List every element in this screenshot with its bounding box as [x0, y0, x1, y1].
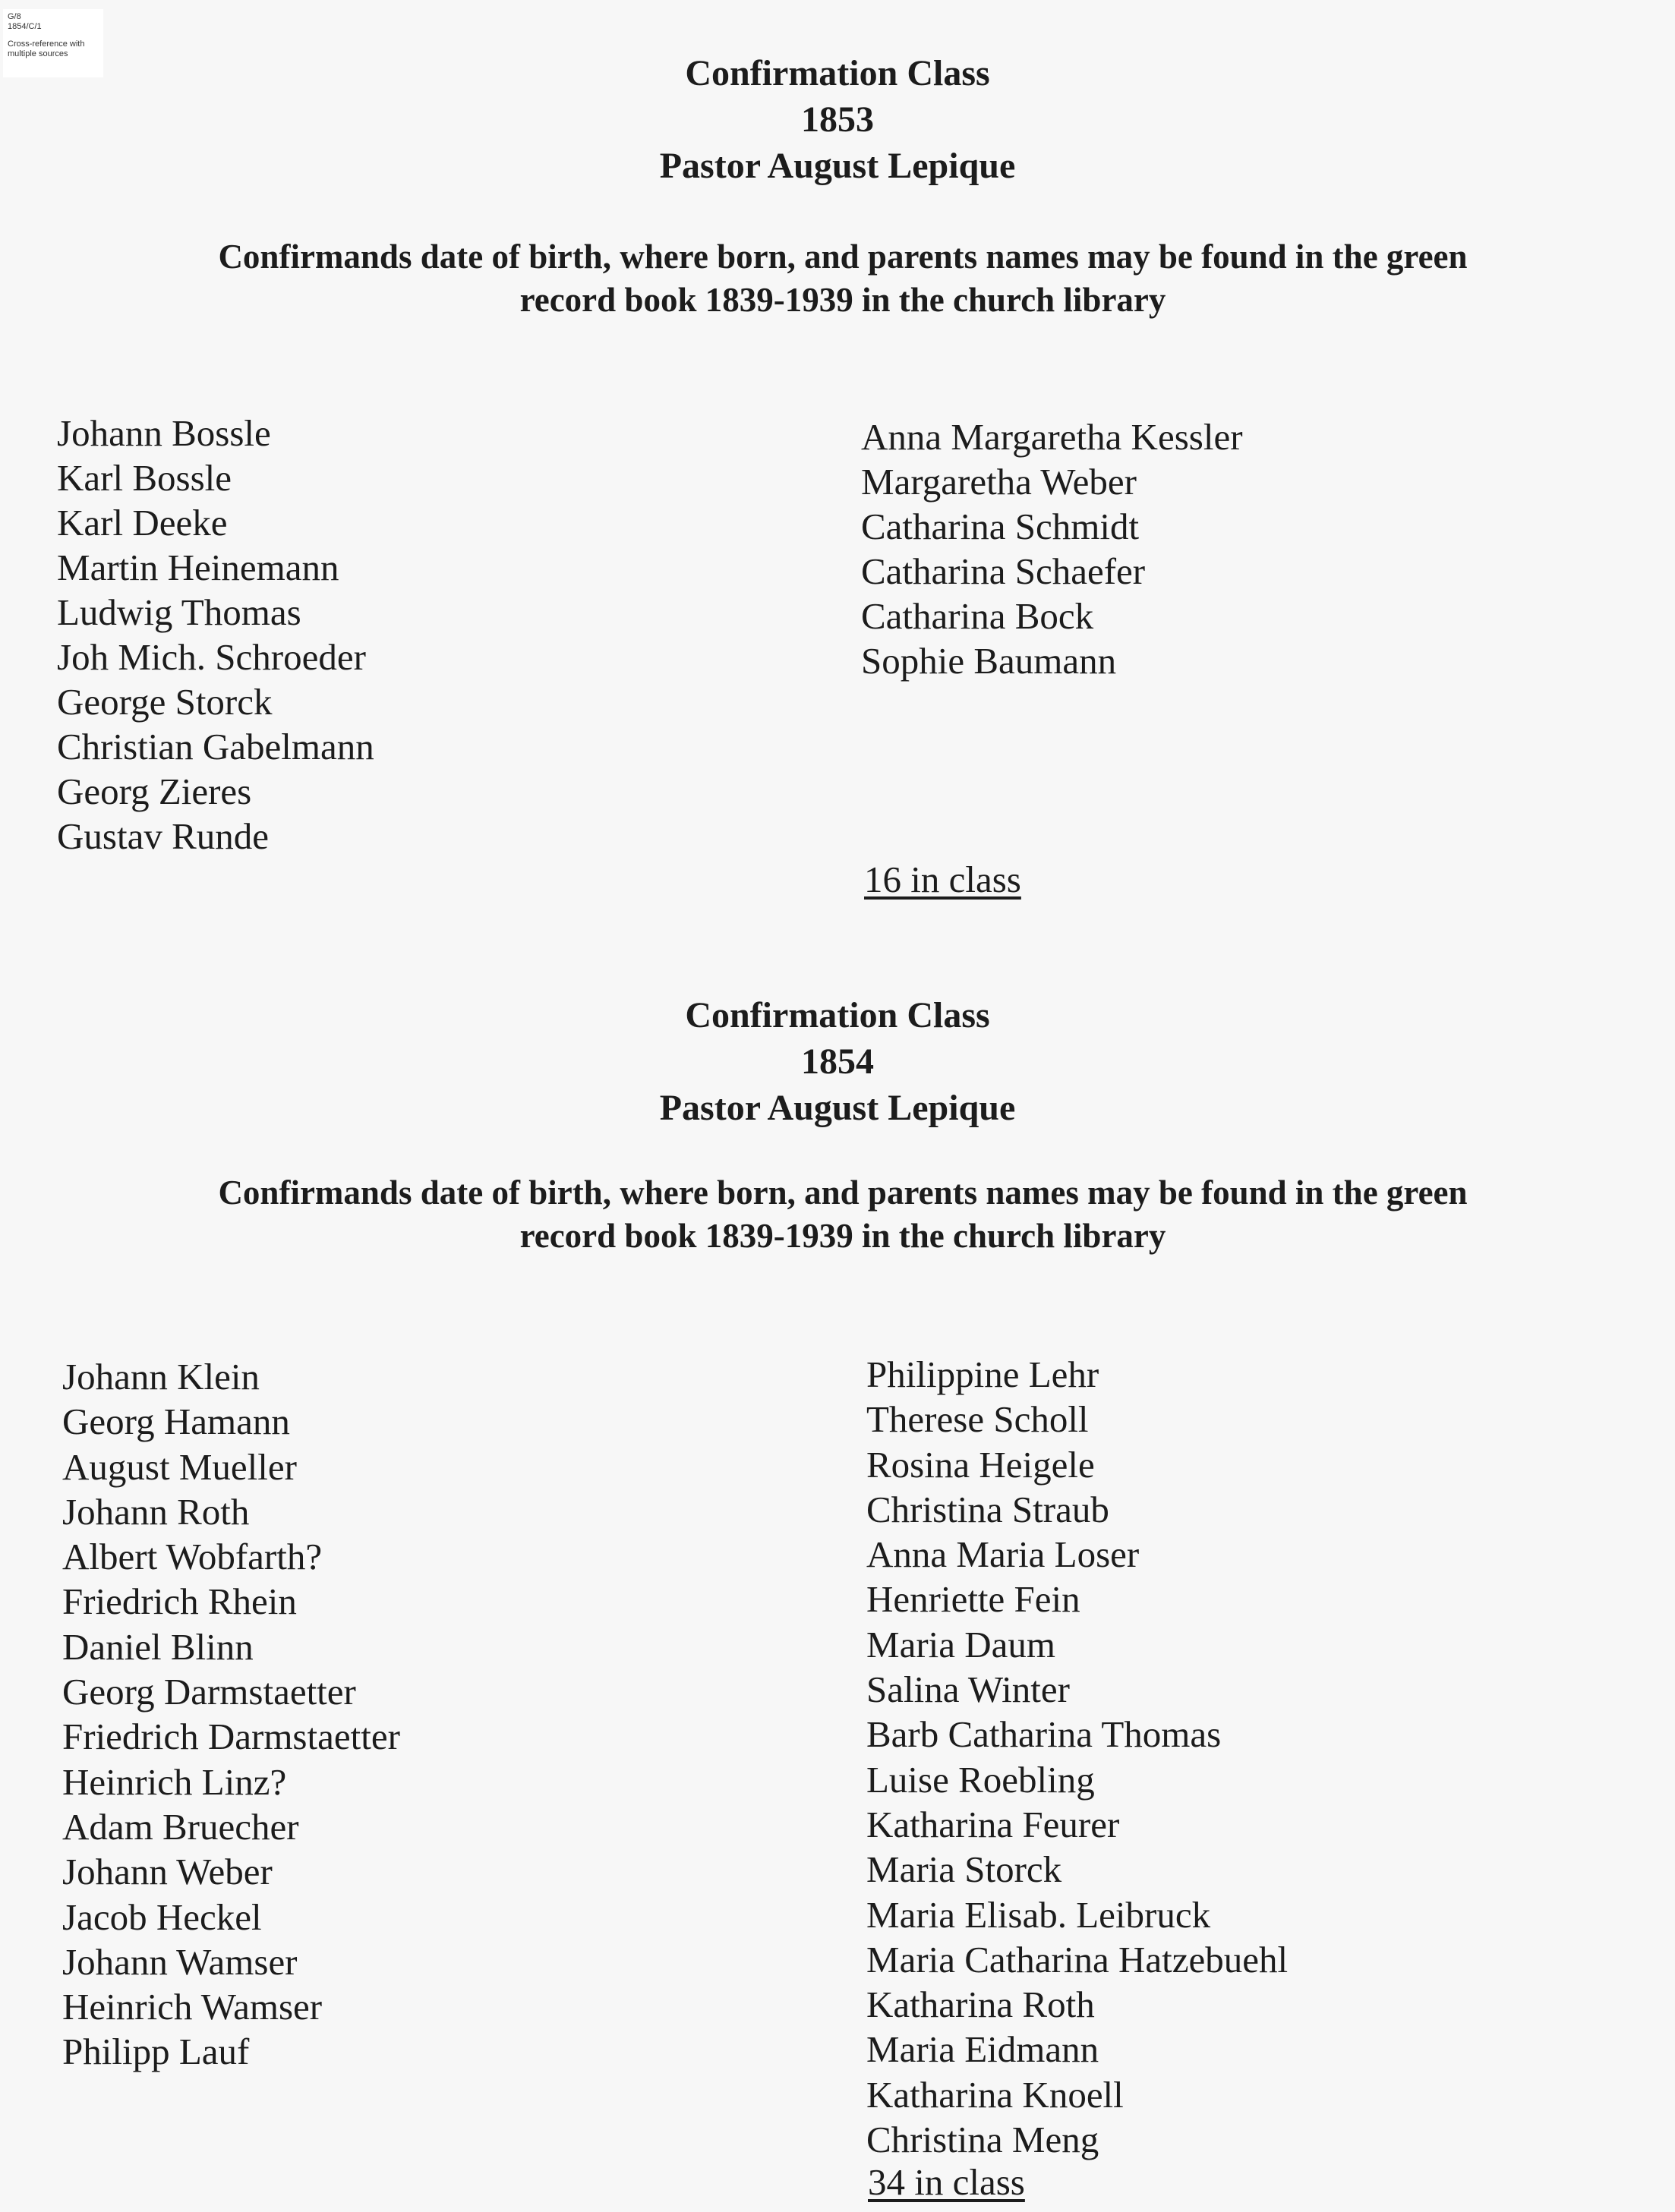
list-item: George Storck: [57, 681, 273, 723]
list-item: Maria Storck: [866, 1848, 1062, 1891]
list-item: Friedrich Rhein: [62, 1580, 297, 1623]
section-year: 1853: [801, 99, 874, 140]
list-item: Daniel Blinn: [62, 1625, 254, 1668]
list-item: Adam Bruecher: [62, 1805, 299, 1848]
reference-note-cont: multiple sources: [8, 49, 68, 58]
section-1853-note: [84, 235, 1602, 322]
list-item: Martin Heinemann: [57, 547, 339, 588]
section-pastor: Pastor August Lepique: [659, 1088, 1016, 1128]
list-item: Karl Deeke: [57, 502, 228, 544]
section-title: Confirmation Class: [685, 53, 990, 93]
list-item: Margaretha Weber: [861, 461, 1137, 503]
section-title: Confirmation Class: [685, 995, 990, 1035]
section-1854-heading: [0, 992, 1675, 1131]
list-item: Ludwig Thomas: [57, 591, 301, 633]
list-item: Katharina Feurer: [866, 1803, 1120, 1845]
list-item: Joh Mich. Schroeder: [57, 636, 366, 678]
list-item: Catharina Schaefer: [861, 550, 1146, 592]
list-item: Katharina Knoell: [866, 2073, 1124, 2116]
list-item: Johann Weber: [62, 1851, 273, 1893]
list-item: Georg Zieres: [57, 770, 252, 812]
section-1854-note: [84, 1171, 1602, 1258]
note-line: record book 1839-1939 in the church library: [519, 281, 1166, 319]
list-item: Maria Eidmann: [866, 2028, 1099, 2071]
list-item: Christian Gabelmann: [57, 726, 374, 767]
list-item: Gustav Runde: [57, 815, 269, 857]
note-line: Confirmands date of birth, where born, and parents names may be found in the green: [218, 238, 1468, 276]
list-item: Sophie Baumann: [861, 640, 1117, 682]
list-item: Catharina Schmidt: [861, 506, 1140, 547]
section-1854-boys-list: [62, 1354, 400, 2075]
list-item: Salina Winter: [866, 1668, 1070, 1711]
section-1853-boys-list: [57, 411, 374, 859]
list-item: Therese Scholl: [866, 1398, 1089, 1441]
list-item: Christina Meng: [866, 2119, 1099, 2161]
list-item: Jacob Heckel: [62, 1895, 262, 1938]
list-item: Catharina Bock: [861, 595, 1094, 637]
list-item: Maria Catharina Hatzebuehl: [866, 1938, 1289, 1980]
section-1854-girls-list: [866, 1352, 1288, 2162]
list-item: Maria Daum: [866, 1623, 1055, 1665]
list-item: Christina Straub: [866, 1488, 1109, 1530]
list-item: Johann Klein: [62, 1356, 260, 1397]
list-item: August Mueller: [62, 1445, 297, 1488]
list-item: Maria Elisab. Leibruck: [866, 1893, 1211, 1936]
list-item: Johann Wamser: [62, 1940, 298, 1983]
list-item: Albert Wobfarth?: [62, 1536, 323, 1578]
list-item: Philipp Lauf: [62, 2031, 250, 2073]
reference-code: G/8: [8, 12, 21, 21]
list-item: Anna Maria Loser: [866, 1533, 1140, 1576]
list-item: Heinrich Linz?: [62, 1760, 287, 1803]
list-item: Luise Roebling: [866, 1758, 1095, 1801]
note-line: record book 1839-1939 in the church library: [519, 1217, 1166, 1255]
list-item: Friedrich Darmstaetter: [62, 1716, 400, 1758]
list-item: Barb Catharina Thomas: [866, 1713, 1222, 1756]
list-item: Anna Margaretha Kessler: [861, 416, 1243, 458]
list-item: Philippine Lehr: [866, 1353, 1099, 1395]
section-year: 1854: [801, 1041, 874, 1082]
list-item: Johann Roth: [62, 1490, 250, 1533]
reference-note: Cross-reference with: [8, 39, 85, 49]
section-1853-heading: [0, 50, 1675, 189]
list-item: Georg Hamann: [62, 1401, 290, 1443]
list-item: Henriette Fein: [866, 1578, 1080, 1621]
list-item: Heinrich Wamser: [62, 1986, 323, 2028]
reference-number: 1854/C/1: [8, 22, 42, 31]
section-1854-class-count: 34 in class: [868, 2161, 1025, 2203]
list-item: Georg Darmstaetter: [62, 1671, 356, 1713]
section-1853-class-count: 16 in class: [864, 859, 1021, 900]
section-pastor: Pastor August Lepique: [659, 146, 1016, 186]
reference-spacer: [8, 32, 99, 39]
list-item: Katharina Roth: [866, 1984, 1095, 2026]
note-line: Confirmands date of birth, where born, and parents names may be found in the green: [218, 1174, 1468, 1212]
list-item: Rosina Heigele: [866, 1443, 1095, 1486]
list-item: Karl Bossle: [57, 457, 232, 499]
section-1853-girls-list: [861, 414, 1243, 683]
list-item: Johann Bossle: [57, 412, 271, 454]
